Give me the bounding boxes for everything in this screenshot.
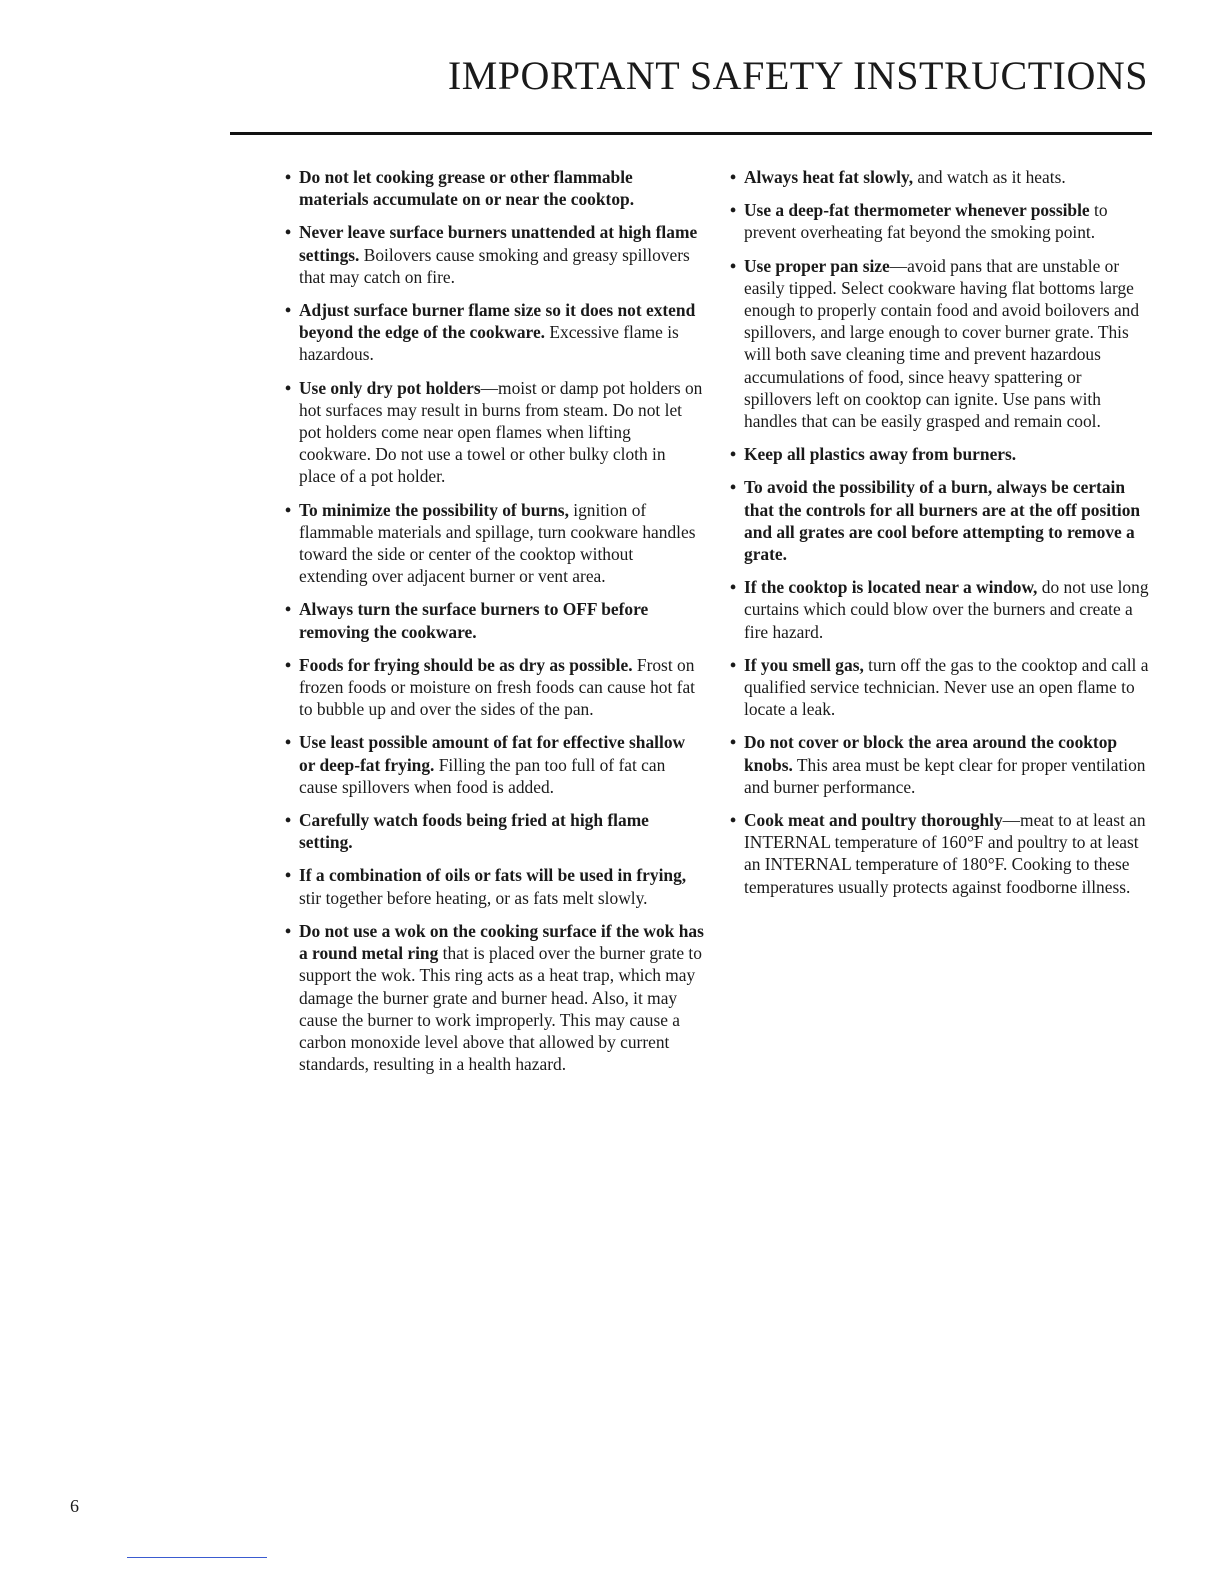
instruction-heading: Do not use a wok on the cooking surface if the wok has a round metal ring	[299, 920, 704, 964]
safety-instruction-item	[285, 221, 705, 288]
instruction-heading: Use least possible amount of fat for effective shallow or deep-fat frying.	[299, 732, 686, 775]
instruction-text: Filling the pan too full of fat can cause spillovers when food is added.	[299, 754, 666, 797]
bullet-icon: •	[285, 865, 292, 886]
safety-instruction-item	[285, 299, 705, 366]
instruction-text: —avoid pans that are unstable or easily tipped. Select cookware having flat bottoms large enough to properly contain food and avoid boilovers and spillovers, and large enough to cover burner grate. This will both save cleaning time and prevent hazardous accumulations of food, since heavy spattering or spillovers left on cooktop can ignite. Use pans with handles that can be easily grasped and remain cool.	[744, 255, 1140, 432]
instruction-heading: Never leave surface burners unattended at high flame settings.	[299, 222, 698, 265]
instruction-heading: Adjust surface burner flame size so it does not extend beyond the edge of the cookware.	[299, 300, 696, 343]
bullet-icon: •	[285, 377, 292, 398]
bullet-icon: •	[285, 920, 292, 941]
instruction-text: —moist or damp pot holders on hot surfaces may result in burns from steam. Do not let pot holders come near open flames when lifting cookware. Do not use a towel or other bulky cloth in place of a pot holder.	[299, 377, 703, 487]
instruction-heading: To avoid the possibility of a burn, always be certain that the controls for all burners are at the off position and all grates are cool before attempting to remove a grate.	[744, 477, 1141, 565]
safety-instruction-item	[730, 576, 1150, 643]
instruction-text: stir together before heating, or as fats melt slowly.	[299, 887, 648, 908]
instruction-heading: If a combination of oils or fats will be used in frying,	[299, 865, 687, 886]
instruction-text: do not use long curtains which could blow over the burners and create a fire hazard.	[744, 577, 1149, 642]
bullet-icon: •	[285, 654, 292, 675]
bullet-icon: •	[285, 599, 292, 620]
safety-instruction-item	[285, 809, 705, 853]
instruction-text: turn off the gas to the cooktop and call a qualified service technician. Never use an open flame to locate a leak.	[744, 654, 1149, 720]
safety-instruction-item	[730, 443, 1150, 465]
bullet-icon: •	[730, 255, 737, 276]
instruction-heading: Use only dry pot holders	[299, 377, 481, 398]
instruction-heading: Keep all plastics away from burners.	[744, 444, 1017, 465]
bullet-icon: •	[730, 444, 737, 465]
bullet-icon: •	[730, 167, 737, 187]
safety-instruction-item	[285, 166, 705, 210]
safety-instruction-item	[285, 598, 705, 642]
left-column	[285, 166, 705, 1086]
safety-instruction-item	[730, 255, 1150, 433]
instruction-text: This area must be kept clear for proper ventilation and burner performance.	[744, 754, 1146, 797]
bullet-icon: •	[730, 200, 737, 221]
instruction-heading: If you smell gas,	[744, 654, 864, 675]
page-title: IMPORTANT SAFETY INSTRUCTIONS	[447, 53, 1148, 98]
instruction-text: to prevent overheating fat beyond the smoking point.	[744, 200, 1108, 243]
instruction-heading: If the cooktop is located near a window,	[744, 577, 1038, 598]
safety-instruction-item	[730, 654, 1150, 721]
instruction-text: Frost on frozen foods or moisture on fresh foods can cause hot fat to bubble up and over the sides of the pan.	[299, 654, 695, 720]
safety-instruction-item	[730, 199, 1150, 243]
footer-line	[127, 1557, 267, 1558]
bullet-icon: •	[730, 654, 737, 675]
bullet-icon: •	[285, 732, 292, 753]
instruction-text: and watch as it heats.	[913, 167, 1066, 187]
safety-instruction-item	[285, 920, 705, 1075]
instruction-heading: Foods for frying should be as dry as possible.	[299, 654, 633, 675]
instruction-heading: Always turn the surface burners to OFF before removing the cookware.	[299, 599, 649, 642]
bullet-icon: •	[730, 732, 737, 753]
instruction-heading: Carefully watch foods being fried at high flame setting.	[299, 810, 649, 853]
bullet-icon: •	[285, 167, 292, 187]
instruction-text: that is placed over the burner grate to support the wok. This ring acts as a heat trap, which may damage the burner grate and burner head. Also, it may cause the burner to work improperly. This may cause a carbon monoxide level above that allowed by current standards, resulting in a health hazard.	[299, 943, 702, 1075]
page-number: 6	[70, 1496, 79, 1516]
instruction-heading: Cook meat and poultry thoroughly	[744, 810, 1003, 831]
safety-instruction-item	[285, 654, 705, 721]
instruction-heading: Use proper pan size	[744, 255, 890, 276]
bullet-icon: •	[730, 810, 737, 831]
instruction-heading: Do not let cooking grease or other flammable materials accumulate on or near the cooktop.	[299, 167, 635, 210]
instruction-heading: To minimize the possibility of burns,	[299, 499, 569, 520]
bullet-icon: •	[285, 499, 292, 520]
instruction-text: ignition of flammable materials and spillage, turn cookware handles toward the side or center of the cooktop without extending over adjacent burner or vent area.	[299, 499, 696, 587]
safety-instruction-item	[285, 377, 705, 488]
safety-instruction-item	[285, 731, 705, 798]
bullet-icon: •	[285, 222, 292, 243]
safety-instruction-item	[285, 499, 705, 588]
bullet-icon: •	[285, 300, 292, 321]
bullet-icon: •	[730, 577, 737, 598]
safety-instruction-item	[285, 864, 705, 908]
instruction-text: Boilovers cause smoking and greasy spillovers that may catch on fire.	[299, 244, 690, 287]
instruction-text: Excessive flame is hazardous.	[299, 322, 679, 365]
instruction-heading: Always heat fat slowly,	[744, 167, 914, 187]
title-divider	[230, 132, 1152, 135]
instruction-heading: Use a deep-fat thermometer whenever possible	[744, 200, 1090, 221]
safety-instruction-item	[730, 809, 1150, 898]
instruction-text: —meat to at least an INTERNAL temperature of 160°F and poultry to at least an INTERNAL temperature of 180°F. Cooking to these temperatures usually protects against foodborne illness.	[744, 810, 1146, 897]
safety-instruction-item	[730, 476, 1150, 565]
right-column	[730, 166, 1150, 909]
bullet-icon: •	[730, 477, 737, 498]
instruction-heading: Do not cover or block the area around the cooktop knobs.	[744, 732, 1118, 775]
safety-instruction-item	[730, 731, 1150, 798]
bullet-icon: •	[285, 810, 292, 831]
safety-instruction-item	[730, 166, 1150, 188]
